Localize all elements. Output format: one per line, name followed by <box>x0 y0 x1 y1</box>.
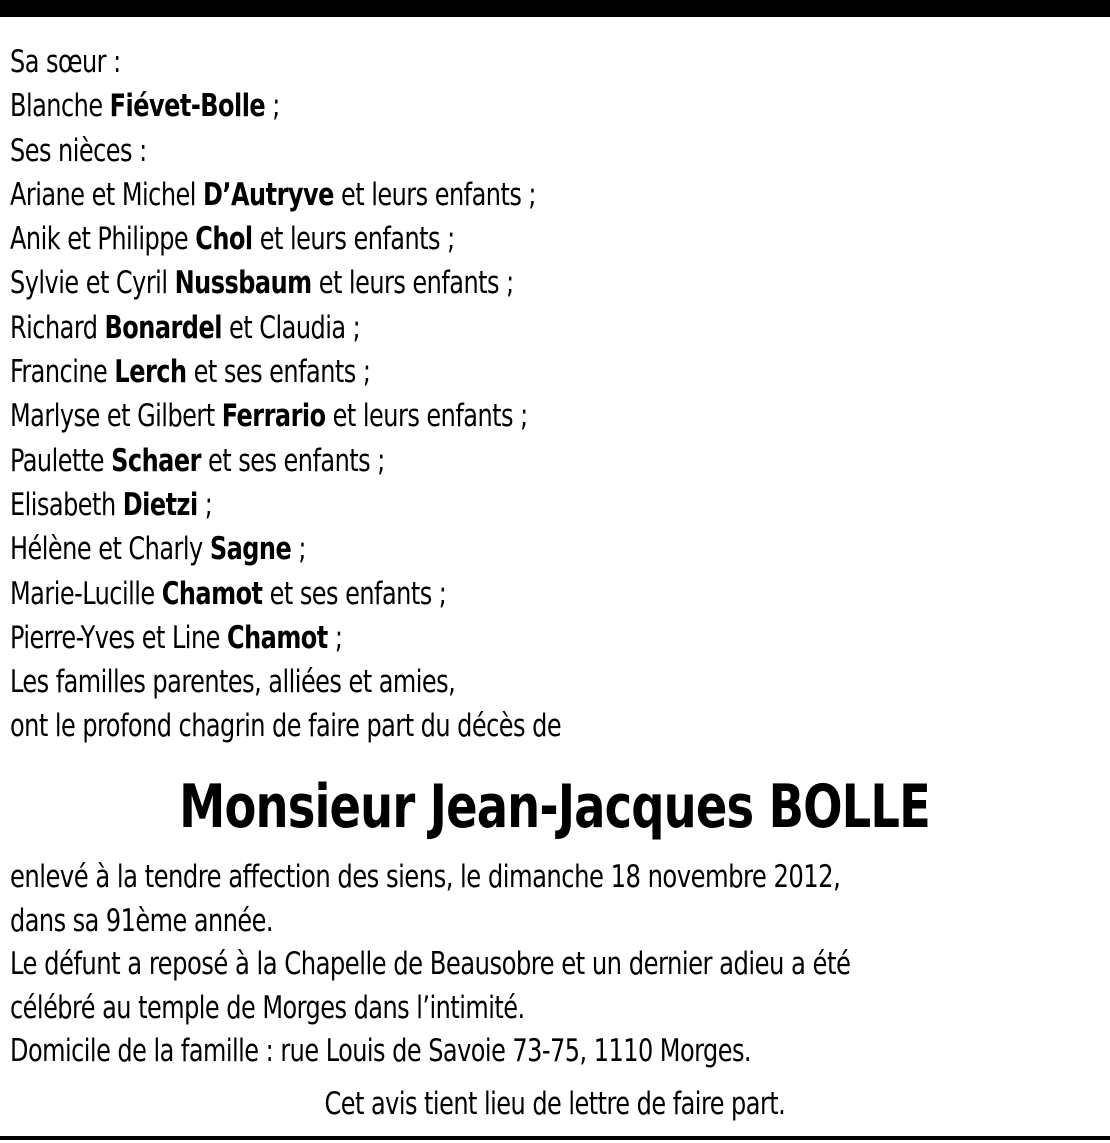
relative-suffix: et leurs enfants ; <box>325 398 528 435</box>
deceased-name-heading <box>0 772 1110 842</box>
sister-last-name: Fiévet-Bolle <box>109 88 266 125</box>
sister-entry <box>10 84 952 128</box>
relative-first-names: Elisabeth <box>10 486 116 523</box>
relative-first-names: Marie-Lucille <box>10 575 155 612</box>
relative-first-names: Hélène et Charly <box>10 531 203 568</box>
relative-entry <box>10 572 952 616</box>
details-line-5: Domicile de la famille : rue Louis de Savoie 73-75, 1110 Morges. <box>10 1033 752 1069</box>
relative-suffix: et Claudia ; <box>221 309 361 346</box>
relatives-list <box>10 40 1105 749</box>
relative-last-name: Dietzi <box>122 486 198 523</box>
families-line: Les familles parentes, alliées et amies, <box>10 664 456 701</box>
relative-entry <box>10 394 952 438</box>
relative-entry <box>10 350 952 394</box>
relative-suffix: et ses enfants ; <box>200 442 385 479</box>
relative-first-names: Francine <box>10 354 108 391</box>
top-border-rule <box>0 0 1110 17</box>
deceased-name: Monsieur Jean-Jacques BOLLE <box>179 772 931 842</box>
relative-suffix: ; <box>327 619 343 656</box>
relative-suffix: et leurs enfants ; <box>311 265 514 302</box>
relative-suffix: ; <box>197 486 213 523</box>
relative-first-names: Ariane et Michel <box>10 176 196 213</box>
relative-last-name: Ferrario <box>221 398 326 435</box>
sister-first-name: Blanche <box>10 88 103 125</box>
relative-entry <box>10 439 952 483</box>
relative-entry <box>10 306 952 350</box>
details-line-3: Le défunt a reposé à la Chapelle de Beausobre et un dernier adieu a été <box>10 946 851 982</box>
relative-entry <box>10 173 952 217</box>
relative-suffix: ; <box>291 531 306 568</box>
details-line-1: enlevé à la tendre affection des siens, le dimanche 18 novembre 2012, <box>10 859 841 895</box>
relative-first-names: Marlyse et Gilbert <box>10 398 215 435</box>
details-line-2: dans sa 91ème année. <box>10 902 273 939</box>
sister-label: Sa sœur : <box>10 44 121 80</box>
relative-last-name: Bonardel <box>104 309 222 346</box>
sister-suffix: ; <box>265 88 280 125</box>
relative-last-name: Chol <box>195 221 253 258</box>
relative-first-names: Anik et Philippe <box>10 221 189 258</box>
closing-text: Cet avis tient lieu de lettre de faire part. <box>324 1086 786 1122</box>
relative-suffix: et ses enfants ; <box>262 575 447 612</box>
relative-first-names: Pierre-Yves et Line <box>10 619 220 656</box>
nieces-label: Ses nièces : <box>10 132 147 169</box>
relative-last-name: D’Autryve <box>203 176 334 213</box>
relative-last-name: Chamot <box>227 619 328 656</box>
relative-suffix: et ses enfants ; <box>186 354 371 391</box>
details-line-4: célébré au temple de Morges dans l’intimité. <box>10 989 525 1026</box>
relative-last-name: Lerch <box>114 354 187 391</box>
relative-last-name: Chamot <box>161 575 263 612</box>
closing-note <box>0 1082 1110 1126</box>
relative-last-name: Schaer <box>111 442 201 479</box>
relative-entry <box>10 261 952 305</box>
relative-last-name: Nussbaum <box>174 265 312 302</box>
announcement-line: ont le profond chagrin de faire part du décès de <box>10 708 562 745</box>
relative-first-names: Paulette <box>10 442 105 479</box>
relative-first-names: Sylvie et Cyril <box>10 265 168 302</box>
relative-suffix: et leurs enfants ; <box>252 221 455 258</box>
details-block <box>10 856 1105 1074</box>
relative-last-name: Sagne <box>209 531 292 568</box>
relative-entry <box>10 527 952 571</box>
relative-entry <box>10 483 952 527</box>
relative-suffix: et leurs enfants ; <box>333 176 536 213</box>
relative-entry <box>10 217 952 261</box>
relative-first-names: Richard <box>10 309 98 346</box>
relative-entry <box>10 616 952 660</box>
bottom-border-rule <box>0 1136 1110 1140</box>
